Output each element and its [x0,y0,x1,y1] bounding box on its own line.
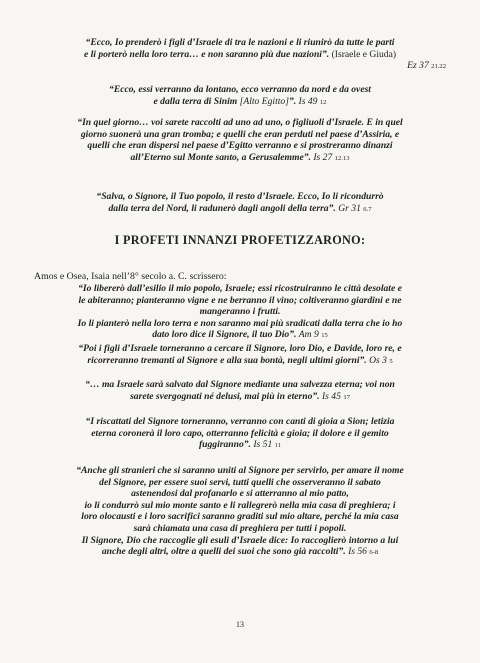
quote-line: del Signore, per essere suoi servi, tutti quelli che osserveranno il sabato [99,476,381,488]
quote-line: e dalla terra di Sinim [153,95,238,107]
scripture-reference: Gr 31 [338,202,361,214]
quote-line: sarete svergognati né delusi, mai più in eterno”. [130,390,320,402]
quote-line: fuggiranno”. [198,439,251,451]
quote-line: loro olocausti e i loro sacrifici saranno graditi sul mio altare, perché la mia casa [81,511,399,523]
quote-line: ricorreranno tremanti al Signore e alla sua bontà, negli ultimi giorni”. [87,354,367,366]
quote-isaiah-45 [34,379,446,403]
scripture-reference: Is 56 [348,546,367,558]
page-number: 13 [236,620,244,629]
verse-numbers: 21.22 [431,63,446,71]
quote-line: sarà chiamata una casa di preghiera per tutti i popoli. [133,522,347,534]
quote-line: dato loro dice il Signore, il tuo Dio”. [152,329,297,341]
scripture-reference: Am 9 [298,329,319,341]
quote-line: “… ma Israele sarà salvato dal Signore mediante una salvezza eterna; voi non [85,379,395,390]
quote-line: astenendosi dal profanarlo e si atterranno al mio patto, [131,488,349,500]
quote-line: eterna coronerà il loro capo, otterranno felicità e gioia; il dolore e il gemito [91,427,389,439]
quote-line: anche degli altri, oltre a quelli dei suoi che sono già raccolti”. [101,546,346,558]
quote-isaiah-27 [34,117,446,164]
scripture-reference: Is 45 [321,390,341,402]
quote-line: all’Eterno sul Monte santo, a Gerusalemme”. [130,151,311,163]
quote-line: “Io libererò dall’esilio il mio popolo, Israele; essi ricostruiranno le città desolate e [78,283,402,294]
quote-line: Il Signore, Dio che raccoglie gli esuli d’Israele dice: Io raccoglierò intorno a lui [81,534,399,546]
quote-line: “Poi i figli d’Israele torneranno a cercare il Signore, loro Dio, e Davide, loro re, e [78,343,402,354]
quote-line: giorno suonerà una gran tromba; e quelli che eran perduti nel paese d’Assiria, e [80,128,400,140]
quote-hosea-3 [34,343,446,367]
quote-line: quelli che eran dispersi nel paese d’Egitto verranno e si prostreranno dinanzi [87,140,393,152]
quote-line: le abiteranno; pianteranno vigne e ne berranno il vino; coltiveranno giardini e ne [78,294,402,306]
quote-line: e li porterò nella loro terra… e non saranno più due nazioni”. [83,48,330,60]
quote-amos-9 [34,283,446,342]
quote-isaiah-56 [34,465,446,559]
verse-numbers: 11 [274,442,282,450]
quote-isaiah-49 [34,84,446,108]
quote-line: “In quel giorno… voi sarete raccolti ad uno ad uno, o figliuoli d’Israele. E in quel [77,117,403,128]
quote-note: [Alto Egitto] [239,95,289,107]
quote-line: dalla terra del Nord, li radunerò dagli angoli della terra”. [108,202,336,214]
scripture-reference: Is 49 [298,95,318,107]
section-heading: I PROFETI INNANZI PROFETIZZARONO: [114,233,366,247]
verse-numbers: 12.13 [334,154,350,162]
quote-line: “I riscattati del Signore torneranno, verranno con canti di gioia a Sion; letizia [85,416,395,427]
quote-line: “Anche gli stranieri che si saranno uniti al Signore per servirlo, per amare il nome [76,465,404,476]
verse-numbers: 6-8 [369,549,379,557]
quote-ezekiel-37 [34,37,446,73]
quote-line: io li condurrò sul mio monte santo e li rallegrerò nella mia casa di preghiera; i [84,499,396,511]
verse-numbers: 6.7 [363,205,372,213]
verse-numbers: 12 [319,98,327,106]
verse-numbers: 17 [343,393,350,401]
quote-line: “Ecco, Io prenderò i figli d’Israele di tra le nazioni e li riunirò da tutte le parti [85,37,395,48]
quote-line-end: ”. [288,95,297,107]
verse-numbers: 15 [321,332,328,340]
verse-numbers: 5 [389,357,393,365]
scripture-reference: Is 51 [253,439,273,451]
quote-jeremiah-31 [34,191,446,215]
intro-line: Amos e Osea, Isaia nell’8° secolo a. C. scrissero: [34,271,227,282]
quote-note: (Israele e Giuda) [331,48,397,60]
scripture-reference: Os 3 [369,354,387,366]
quote-line: mangeranno i frutti. [199,306,281,318]
quote-isaiah-51 [34,416,446,452]
quote-line: “Salva, o Signore, il Tuo popolo, il resto d’Israele. Ecco, Io li ricondurrò [96,191,384,202]
scripture-reference: Ez 37 [407,60,429,72]
quote-line: Io li pianterò nella loro terra e non saranno mai più sradicati dalla terra che io ho [77,317,403,329]
quote-line: “Ecco, essi verranno da lontano, ecco verranno da nord e da ovest [109,84,371,95]
scripture-reference: Is 27 [313,151,333,163]
